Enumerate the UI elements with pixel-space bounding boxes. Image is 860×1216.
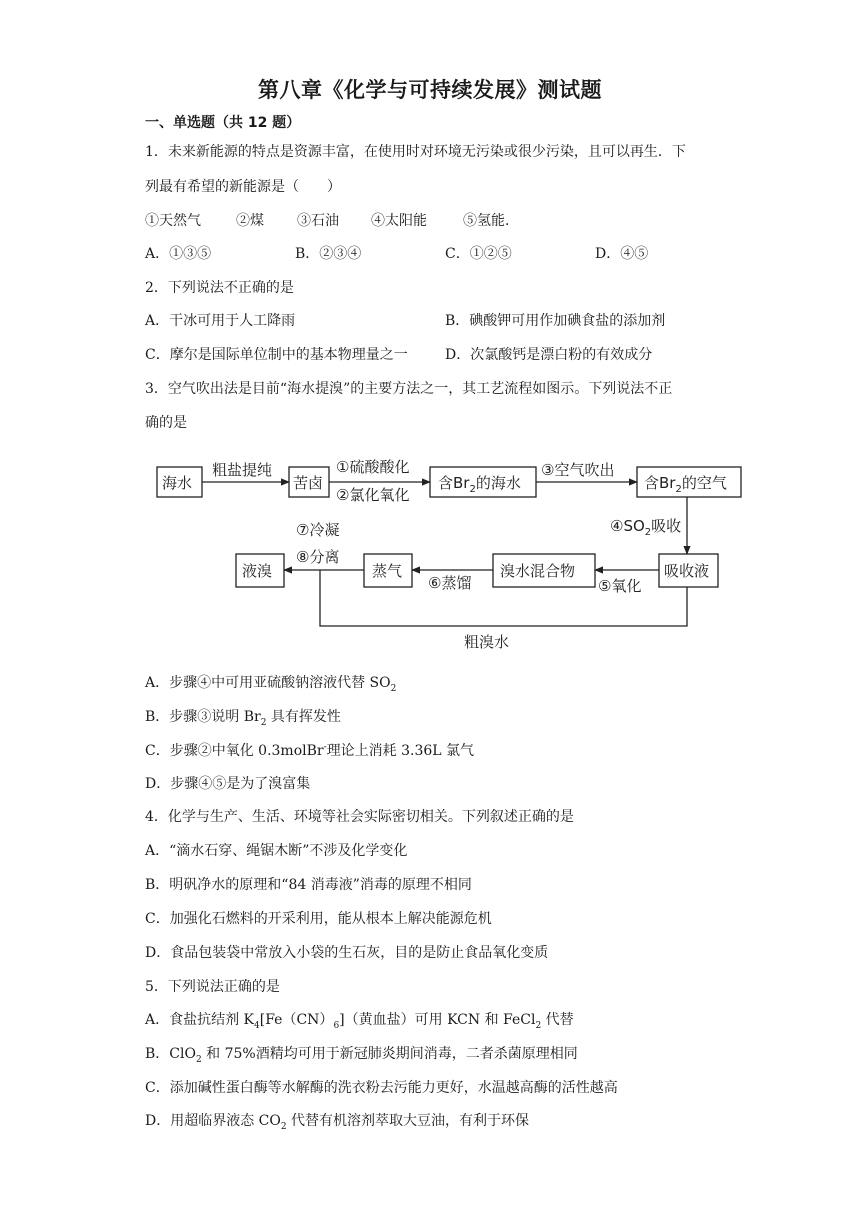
q1-stem-line2: 列最有希望的新能源是（ ） — [145, 179, 341, 195]
q1-option-a: A．①③⑤ — [145, 246, 212, 262]
label-crude-bromine-water: 粗溴水 — [464, 633, 510, 651]
q3-stem-line2: 确的是 — [145, 415, 187, 431]
label-br-air: 含$Br_2$的空气 — [644, 474, 727, 495]
label-step3: ③空气吹出 — [541, 461, 615, 479]
q1-item-5: ⑤氢能． — [463, 213, 519, 229]
label-step4: $④SO_2$吸收 — [610, 517, 682, 538]
label-absorb: 吸收液 — [664, 562, 710, 580]
q5-option-a: A．食盐抗结剂 $K_4[Fe(CN)_6]$（黄血盐）可用 KCN 和 FeCl$_2$ 代替 — [145, 1012, 574, 1031]
label-step7: ⑦冷凝 — [296, 521, 340, 539]
q3-option-b: B．步骤③说明 $Br_2$ 具有挥发性 — [145, 709, 341, 728]
q4-stem: 4．化学与生产、生活、环境等社会实际密切相关。下列叙述正确的是 — [145, 809, 574, 825]
q4-option-c: C．加强化石燃料的开采利用，能从根本上解决能源危机 — [145, 911, 492, 927]
q1-stem-line1: 1．未来新能源的特点是资源丰富，在使用时对环境无污染或很少污染，且可以再生．下 — [145, 144, 686, 160]
label-step2: ②氯化氧化 — [336, 486, 410, 504]
label-br-seawater: 含$Br_2$的海水 — [438, 474, 521, 495]
q2-option-a: A．干冰可用于人工降雨 — [145, 313, 296, 329]
q3-stem-line1: 3．空气吹出法是目前“海水提溴”的主要方法之一，其工艺流程如图示。下列说法不正 — [145, 381, 673, 397]
q3-option-a: A．步骤④中可用亚硫酸钠溶液代替 $SO_2$ — [145, 675, 397, 694]
bromine-extraction-flow-diagram — [150, 455, 750, 655]
q5-stem: 5．下列说法正确的是 — [145, 979, 280, 995]
label-bittern: 苦卤 — [293, 474, 324, 492]
label-steam: 蒸气 — [372, 562, 403, 580]
label-step1: ①硫酸酸化 — [336, 458, 410, 476]
label-step5: ⑤氧化 — [598, 577, 642, 595]
page-title: 第八章《化学与可持续发展》测试题 — [258, 78, 602, 102]
q1-option-d: D．④⑤ — [595, 246, 649, 262]
label-step6: ⑥蒸馏 — [428, 574, 472, 592]
q1-item-1: ①天然气 — [145, 213, 201, 229]
section-heading: 一、单选题（共 12 题） — [145, 115, 301, 131]
q2-stem: 2．下列说法不正确的是 — [145, 280, 294, 296]
q2-option-b: B．碘酸钾可用作加碘食盐的添加剂 — [445, 313, 666, 329]
label-crude-salt: 粗盐提纯 — [212, 461, 273, 479]
q1-option-b: B．②③④ — [295, 246, 362, 262]
q2-option-d: D．次氯酸钙是漂白粉的有效成分 — [445, 347, 653, 363]
q4-option-b: B．明矾净水的原理和“84 消毒液”消毒的原理不相同 — [145, 877, 472, 893]
q1-item-3: ③石油 — [297, 213, 339, 229]
label-step8: ⑧分离 — [296, 548, 340, 566]
q5-option-b: B．ClO$_2$ 和 75%酒精均可用于新冠肺炎期间消毒，二者杀菌原理相同 — [145, 1046, 578, 1065]
label-seawater: 海水 — [162, 474, 193, 492]
q4-option-a: A．“滴水石穿、绳锯木断”不涉及化学变化 — [145, 843, 408, 859]
q3-option-c: C．步骤②中氧化 0.3molBr-理论上消耗 3.36L 氯气 — [145, 742, 475, 759]
q5-option-d: D．用超临界液态 $CO_2$ 代替有机溶剂萃取大豆油，有利于环保 — [145, 1113, 530, 1132]
q2-option-c: C．摩尔是国际单位制中的基本物理量之一 — [145, 347, 408, 363]
q1-option-c: C．①②⑤ — [445, 246, 512, 262]
label-bromine-mix: 溴水混合物 — [500, 562, 576, 580]
q5-option-c: C．添加碱性蛋白酶等水解酶的洗衣粉去污能力更好，水温越高酶的活性越高 — [145, 1080, 618, 1096]
q1-item-4: ④太阳能 — [371, 213, 427, 229]
q1-item-2: ②煤 — [236, 213, 264, 229]
q4-option-d: D．食品包装袋中常放入小袋的生石灰，目的是防止食品氧化变质 — [145, 945, 549, 961]
label-liquid-bromine: 液溴 — [242, 562, 273, 580]
q3-option-d: D．步骤④⑤是为了溴富集 — [145, 776, 311, 792]
